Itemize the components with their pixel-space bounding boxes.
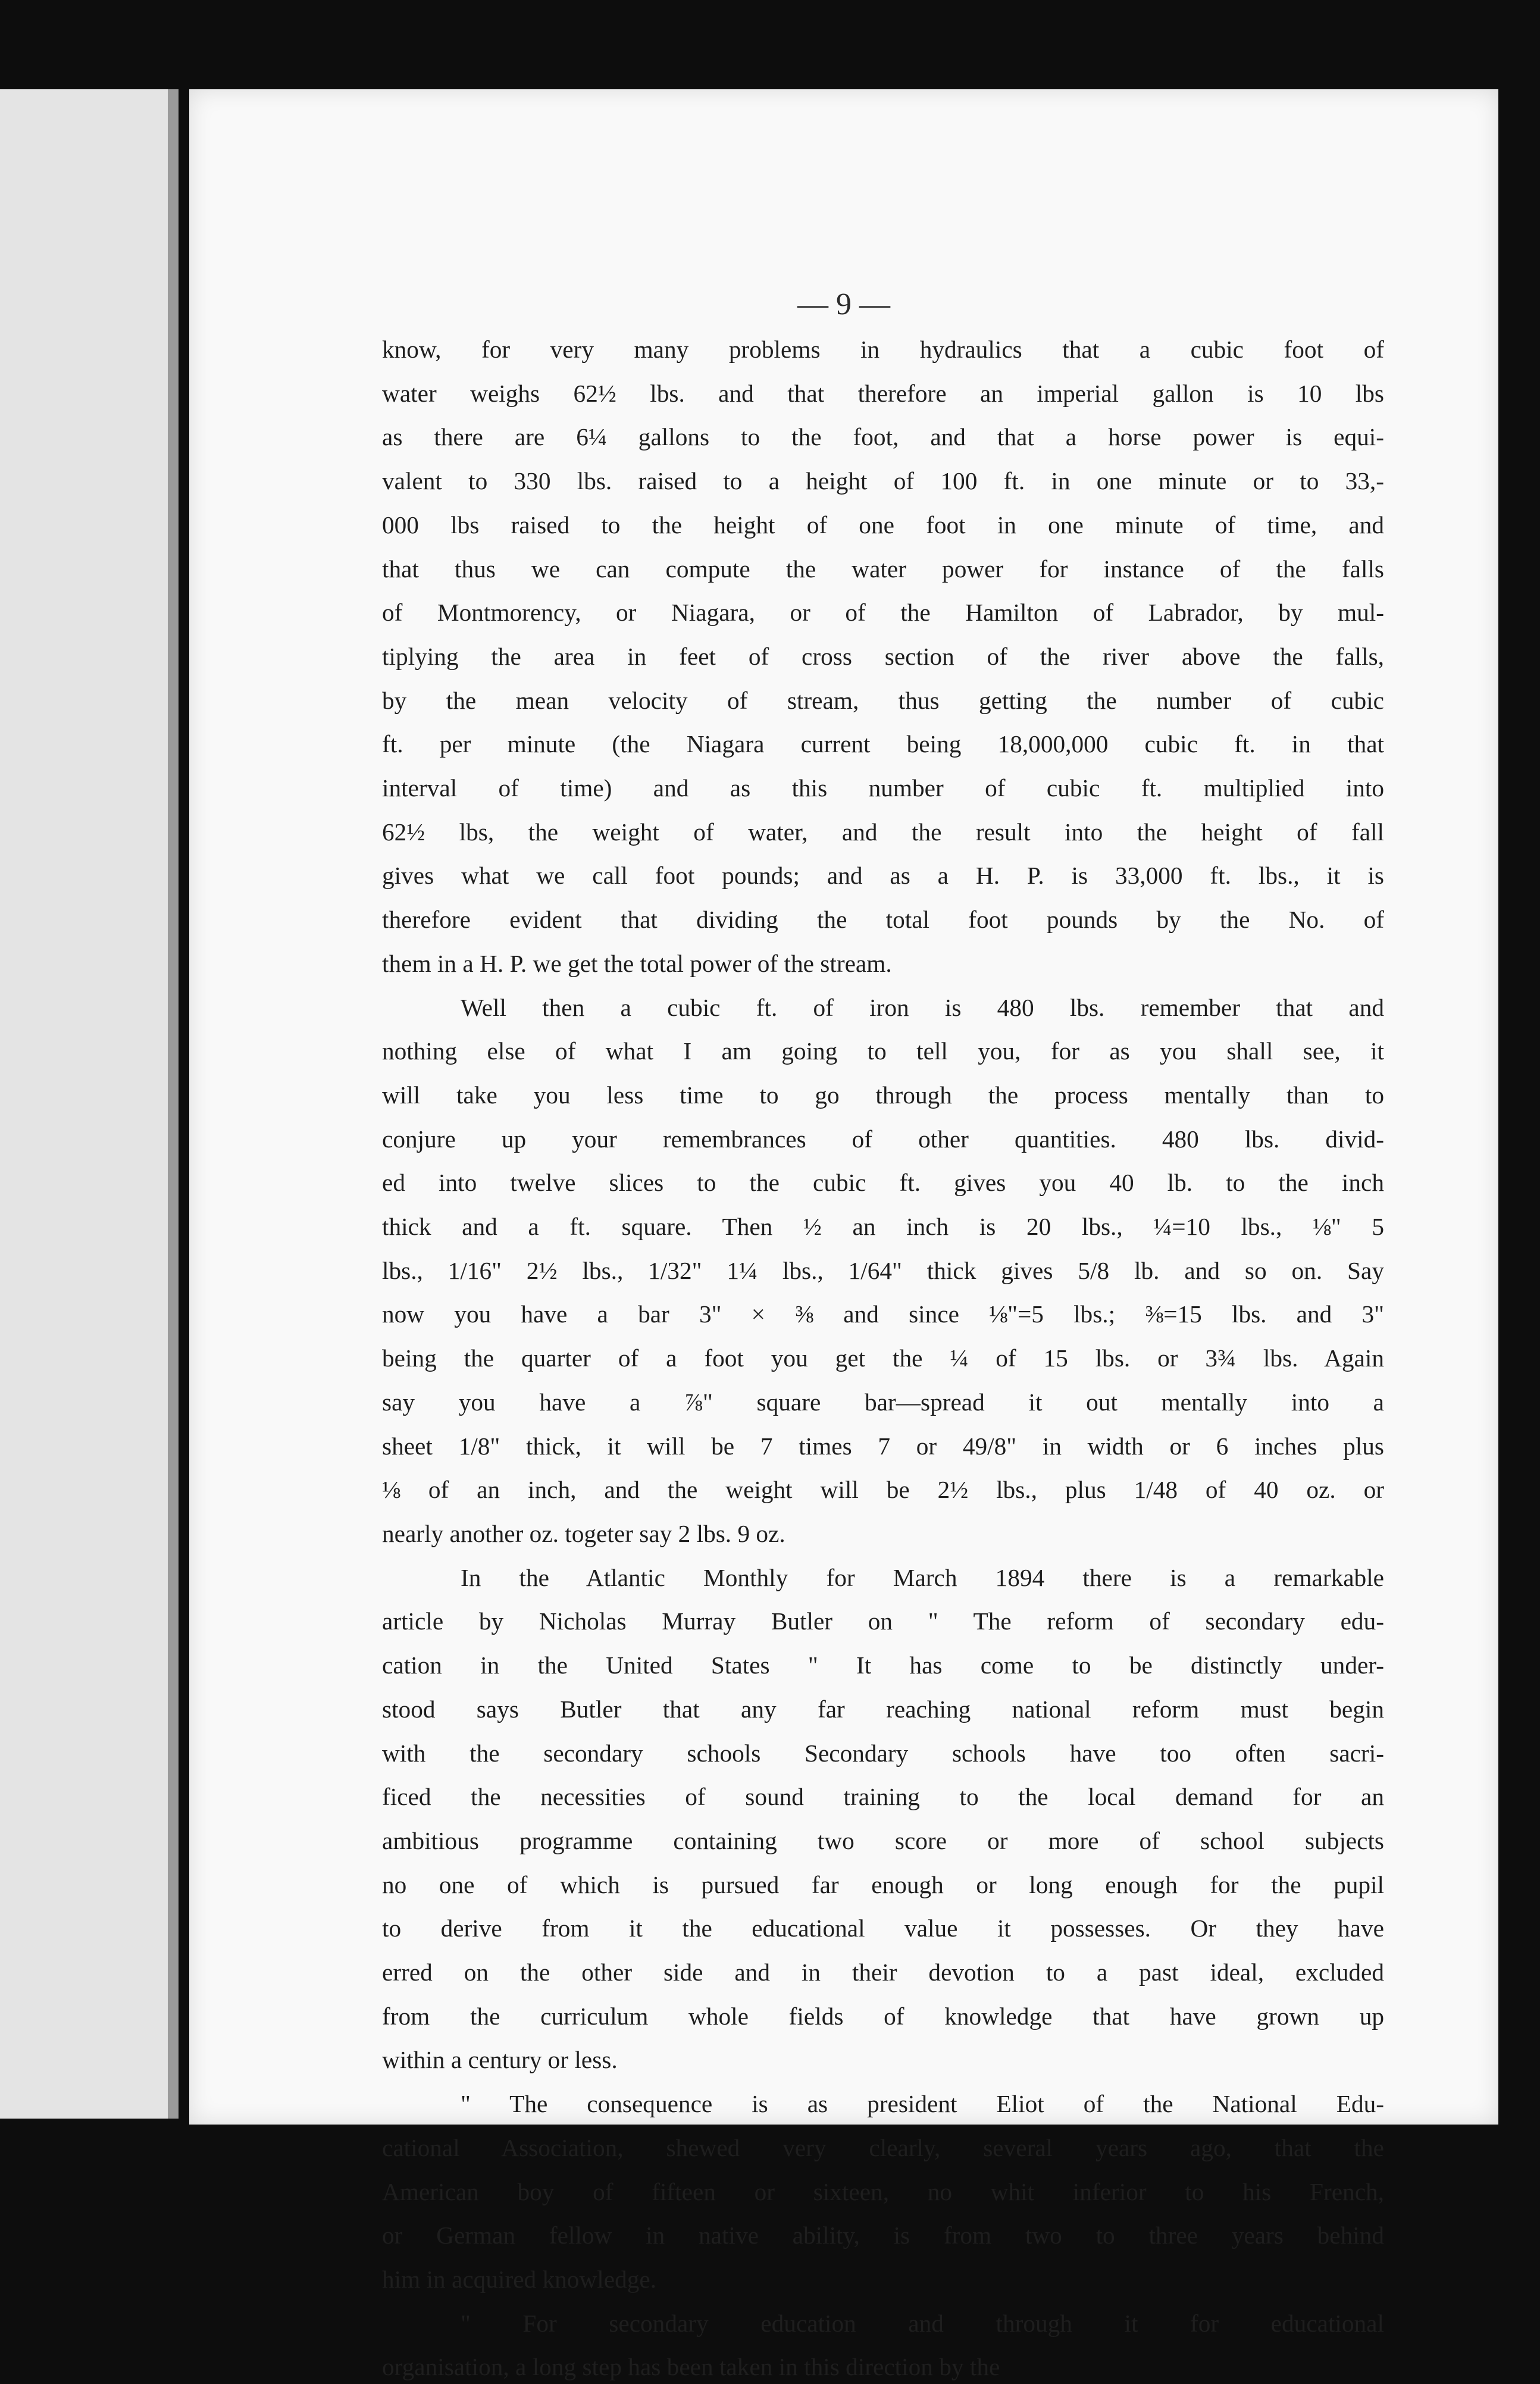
body-text [382,333,1384,2384]
text-line: water weighs 62½ lbs. and that therefore an imperial gallon is 10 lbs [382,379,1384,407]
text-line: now you have a bar 3" × ⅜ and since ⅛"=5 lbs.; ⅜=15 lbs. and 3" [382,1300,1384,1328]
text-line: erred on the other side and in their devotion to a past ideal, excluded [382,1958,1384,1986]
text-line: no one of which is pursued far enough or long enough for the pupil [382,1870,1384,1898]
text-line: article by Nicholas Murray Butler on " The reform of secondary edu- [382,1607,1384,1635]
text-line: tiplying the area in feet of cross section of the river above the falls, [382,642,1384,670]
text-line: interval of time) and as this number of cubic ft. multiplied into [382,774,1384,802]
page-number: — 9 — [797,287,890,321]
text-line: " For secondary education and through it for educational [461,2309,1384,2337]
text-line: with the secondary schools Secondary schools have too often sacri- [382,1739,1384,1767]
text-line: that thus we can compute the water power for instance of the falls [382,555,1384,583]
text-line: by the mean velocity of stream, thus getting the number of cubic [382,686,1384,714]
text-line: 000 lbs raised to the height of one foot in one minute of time, and [382,511,1384,539]
text-line: cational Association, shewed very clearly, several years ago, that the [382,2133,1384,2161]
text-line: or German fellow in native ability, is from two to three years behind [382,2222,1384,2250]
text-line: sheet 1/8" thick, it will be 7 times 7 or 49/8" in width or 6 inches plus [382,1432,1384,1460]
text-line: American boy of fifteen or sixteen, no whit inferior to his French, [382,2177,1384,2205]
text-line: him in acquired knowledge. [382,2265,657,2293]
text-line: gives what we call foot pounds; and as a H. P. is 33,000 ft. lbs., it is [382,862,1384,890]
text-line: valent to 330 lbs. raised to a height of 100 ft. in one minute or to 33,- [382,467,1384,495]
text-line: ft. per minute (the Niagara current being 18,000,000 cubic ft. in that [382,730,1384,758]
text-line: ed into twelve slices to the cubic ft. gives you 40 lb. to the inch [382,1169,1384,1197]
text-line: ⅛ of an inch, and the weight will be 2½ lbs., plus 1/48 of 40 oz. or [382,1476,1384,1504]
text-line: from the curriculum whole fields of knowledge that have grown up [382,2002,1384,2030]
text-line: stood says Butler that any far reaching national reform must begin [382,1695,1384,1723]
text-line: cation in the United States " It has come to be distinctly under- [382,1651,1384,1679]
text-line: ficed the necessities of sound training to the local demand for an [382,1783,1384,1811]
document-page [189,89,1498,2381]
text-line: them in a H. P. we get the total power of the stream. [382,949,892,977]
text-line: thick and a ft. square. Then ½ an inch is 20 lbs., ¼=10 lbs., ⅛" 5 [382,1213,1384,1241]
text-line: know, for very many problems in hydraulics that a cubic foot of [382,336,1384,363]
text-line: conjure up your remembrances of other quantities. 480 lbs. divid- [382,1125,1384,1153]
text-line: therefore evident that dividing the total foot pounds by the No. of [382,906,1384,934]
text-line: In the Atlantic Monthly for March 1894 there is a remarkable [461,1563,1384,1591]
text-line: " The consequence is as president Eliot of the National Edu- [461,2090,1384,2118]
text-line: to derive from it the educational value it possesses. Or they have [382,1914,1384,1942]
text-line: being the quarter of a foot you get the ¼ of 15 lbs. or 3¾ lbs. Again [382,1344,1384,1372]
text-line: 62½ lbs, the weight of water, and the result into the height of fall [382,818,1384,846]
text-line: will take you less time to go through the process mentally than to [382,1081,1384,1109]
text-line: ambitious programme containing two score or more of school subjects [382,1826,1384,1854]
text-line: nothing else of what I am going to tell you, for as you shall see, it [382,1037,1384,1065]
text-line: lbs., 1/16" 2½ lbs., 1/32" 1¼ lbs., 1/64" thick gives 5/8 lb. and so on. Say [382,1256,1384,1284]
text-line: as there are 6¼ gallons to the foot, and that a horse power is equi- [382,423,1384,451]
text-line: within a century or less. [382,2046,618,2074]
text-line: of Montmorency, or Niagara, or of the Hamilton of Labrador, by mul- [382,599,1384,627]
text-line: nearly another oz. togeter say 2 lbs. 9 oz. [382,1519,785,1547]
text-line: organisation, a long step has been taken in this direction by the [382,2353,1000,2381]
text-line: say you have a ⅞" square bar—spread it out mentally into a [382,1388,1384,1416]
previous-page-edge [0,89,179,2119]
text-line: Well then a cubic ft. of iron is 480 lbs. remember that and [461,993,1384,1021]
